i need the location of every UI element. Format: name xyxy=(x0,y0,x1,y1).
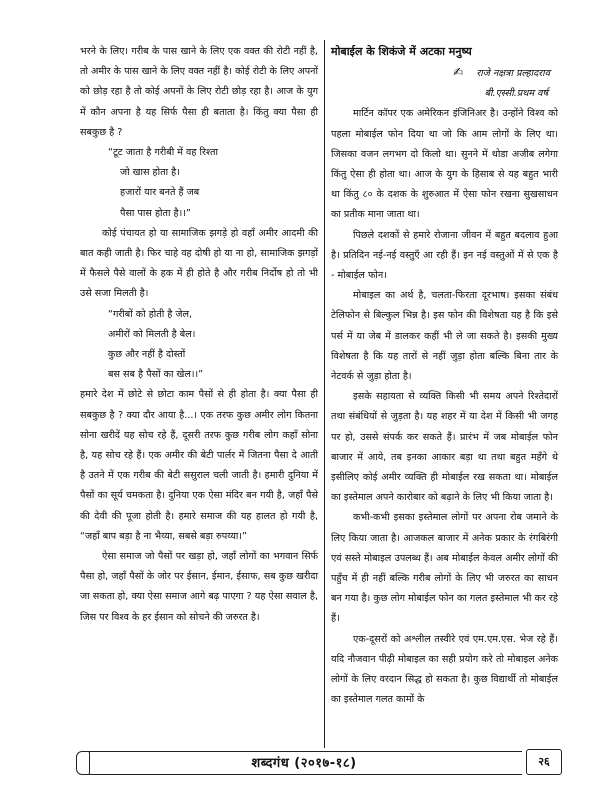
verse-2-line-1: “गरीबों को होती है जेल, xyxy=(108,308,193,320)
magazine-title: शब्दगंध (२०१७-१८) xyxy=(251,756,357,771)
right-column xyxy=(331,42,558,711)
page-footer xyxy=(76,749,562,775)
left-column xyxy=(80,42,318,628)
verse-2-line-4: बस सब है पैसों का खेल।।” xyxy=(108,369,204,381)
verse-1-line-2: जो खास होता है। xyxy=(120,167,180,179)
page-number: २६ xyxy=(526,749,562,775)
right-paragraph-4: इसके सहायता से व्यक्ति किसी भी समय अपने रिश्तेदारों तथा संबंधियों से जुड़ता है। यह शहर में या देश में किसी भी जगह पर हो, उससे संपर्क कर सकते हैं। प्रारंभ में जब मोबाईल फोन बाजार में आये, तब इनका आकार बड़ा था तथा बहुत महँगे थे इसीलिए कोई अमीर व्यक्ति ही मोबाईल रख सकता था। मोबाईल का इस्तेमाल अपने कारोबार को बढ़ाने के लिए भी किया जाता है। xyxy=(331,391,558,504)
right-paragraph-6: एक-दूसरों को अश्लील तस्वीरे एवं एम.एम.एस. भेज रहे हैं। यदि नौजवान पीढ़ी मोबाइल का सही प्रयोग करे तो मोबाइल अनेक लोगों के लिए वरदान सिद्ध हो सकता है। कुछ विद्यार्थी तो मोबाईल का इस्तेमाल गलत कामों के xyxy=(331,633,558,706)
verse-2-line-3: कुछ और नहीं है दोस्तों xyxy=(108,349,186,361)
left-paragraph-4: ऐसा समाज जो पैसों पर खड़ा हो, जहाँ लोगों का भगवान सिर्फ पैसा हो, जहाँ पैसों के जोर पर ईसान, ईमान, ईसाफ, सब कुछ खरीदा जा सकता हो, क्या ऐसा समाज आगे बढ़ पाएगा ? यह ऐसा सवाल है, जिस पर विश्व के हर ईसान को सोचने की जरुरत है। xyxy=(80,551,318,623)
verse-2-line-2: अमीरों को मिलती है बेल। xyxy=(108,328,196,340)
right-paragraph-5: कभी-कभी इसका इस्तेमाल लोगों पर अपना रोब जमाने के लिए किया जाता है। आजकल बाजार में अनेक प्रकार के रंगबिरंगी एवं सस्ते मोबाइल उपलब्ध हैं। अब मोबाईल केवल अमीर लोगों की पहुँच में ही नहीं बल्कि गरीब लोगों के लिए भी जरुरत का साधन बन गया है। कुछ लोग मोबाईल फोन का गलत इस्तेमाल भी कर रहे हैं। xyxy=(331,512,558,625)
pen-icon: ✍ xyxy=(453,65,464,79)
right-paragraph-1: मार्टिन कॉपर एक अमेरिकन इंजिनिअर है। उन्होंने विश्व को पहला मोबाईल फोन दिया था जो कि आम लोगों के लिए था। जिसका वजन लगभग दो किलो था। सुनने में थोडा अजीब लगेगा किंतु ऐसा ही होता था। आज के युग के हिसाब से यह बहुत भारी था किंतु ८० के दशक के शुरुआत में ऐसा फोन रखना सुखसाधन का प्रतीक माना जाता था। xyxy=(331,108,558,221)
verse-1-line-4: पैसा पास होता है।।” xyxy=(120,207,191,219)
left-paragraph-2: कोई पंचायत हो या सामाजिक झगड़े हो वहाँ अमीर आदमी की बात कही जाती है। फिर चाहे वह दोषी हो या ना हो, सामाजिक झगड़ों में फैसले पैसे वालों के हक में ही होते है और गरीब निर्दोष हो तो भी उसे सजा मिलती है। xyxy=(80,227,318,300)
right-paragraph-2: पिछले दशकों से हमारे रोजाना जीवन में बहुत बदलाव हुआ है। प्रतिदिन नई-नई वस्तुएँ आ रही हैं। इन नई वस्तुओं में से एक है - मोबाईल फोन। xyxy=(331,229,558,282)
author-name: राजे नक्षत्रा प्रल्हादराव xyxy=(476,68,550,79)
verse-1-line-3: हजारों यार बनते हैं जब xyxy=(120,187,200,199)
author-class: बी.एस्सी.प्रथम वर्ष xyxy=(484,88,548,100)
author-byline xyxy=(331,62,558,84)
verse-1 xyxy=(80,143,318,224)
article-title: मोबाईल के शिकंजे में अटका मनुष्य xyxy=(331,45,472,58)
verse-1-line-1: “टूट जाता है गरीबी में वह रिश्ता xyxy=(108,147,218,159)
verse-2 xyxy=(80,305,318,386)
left-paragraph-3: हमारे देश में छोटे से छोटा काम पैसों से ही होता है। क्या पैसा ही सबकुछ है ? क्या दौर आया है...। एक तरफ कुछ अमीर लोग कितना सोना खरीदें यह सोच रहे हैं, दूसरी तरफ कुछ गरीब लोग कहाँ सोना है, यह सोच रहे हैं। एक अमीर की बेटी पार्लर में जितना पैसा दे आती है उतने में एक गरीब की बेटी ससुराल चली जाती है। हमारी दुनिया में पैसों का सूर्य चमकता है। दुनिया एक ऐसा मंदिर बन गयी है, जहाँ पैसे की देवी की पूजा होती है। हमारे समाज की यह हालत हो गयी है, “जहाँ बाप बड़ा है ना भैय्या, सबसे बड़ा रुपय्या।” xyxy=(80,389,318,542)
left-paragraph-1: भरने के लिए। गरीब के पास खाने के लिए एक वक्त की रोटी नहीं है, तो अमीर के पास खाने के लिए वक्त नहीं है। कोई रोटी के लिए अपनों को छोड़ रहा है तो कोई अपनों के लिए रोटी छोड़ रहा है। आज के युग में कौन अपना है यह सिर्फ पैसा ही बताता है। किंतु क्या पैसा ही सबकुछ है ? xyxy=(80,46,318,138)
footer-banner xyxy=(86,751,522,775)
right-paragraph-3: मोबाइल का अर्थ है, चलता-फिरता दूरभाष। इसका संबंध टेलिफोन से बिल्कुल भिन्न है। इस फोन की विशेषता यह है कि इसे पर्स में या जेब में डालकर कहीं भी ले जा सकते है। इसकी मुख्य विशेषता है कि यह तारों से नहीं जुड़ा होता बल्कि बिना तार के नेटवर्क से जुड़ा होता है। xyxy=(331,290,558,383)
column-divider xyxy=(324,40,325,748)
